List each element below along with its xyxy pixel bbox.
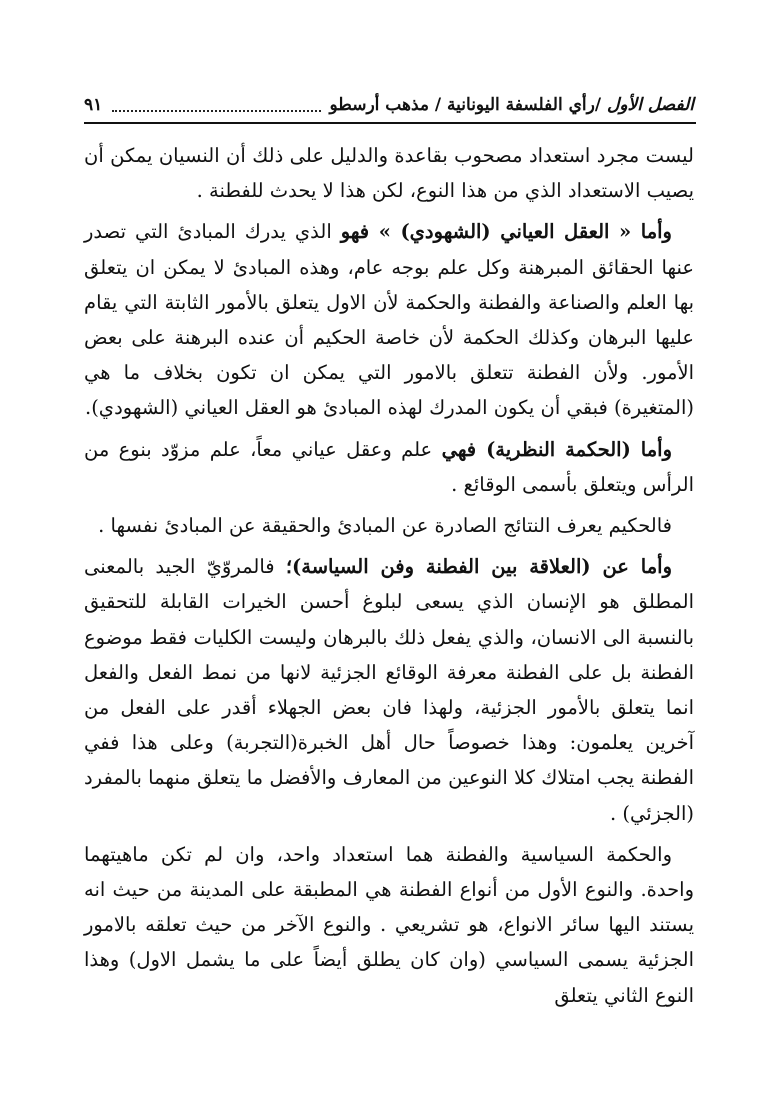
running-header xyxy=(84,90,694,120)
paragraph-5 xyxy=(84,549,694,831)
section-title: /رأي الفلسفة اليونانية / مذهب أرسطو xyxy=(329,95,602,115)
paragraph-lead: وأما عن (العلاقة بين الفطنة وفن السياسة)؛ xyxy=(285,555,672,579)
paragraph-6 xyxy=(84,837,694,1013)
paragraph-text: علم وعقل عياني معاً، علم مزوّد بنوع من الرأس ويتعلق بأسمى الوقائع . xyxy=(84,437,694,496)
paragraph-text: ليست مجرد استعداد مصحوب بقاعدة والدليل على ذلك أن النسيان يمكن أن يصيب الاستعداد الذي من هذا النوع، لكن هذا لا يحدث للفطنة . xyxy=(84,144,694,203)
chapter-title: الفصل الأول xyxy=(606,95,694,115)
paragraph-text: الذي يدرك المبادئ التي تصدر عنها الحقائق المبرهنة وكل علم بوجه عام، وهذه المبادئ لا يمكن ان يتعلق بها العلم والصناعة والفطنة والحكمة لأن الاول يتعلق بالأمور الثابتة التي يقام عليها البرهان وكذلك الحكمة لأن خاصة الحكيم أن عنده البرهنة على بعض الأمور. ولأن الفطنة تتعلق بالامور التي يمكن ان تكون بخلاف ما هي (المتغيرة) فبقي أن يكون المدرك لهذه المبادئ هو العقل العياني (الشهودي). xyxy=(84,220,694,420)
paragraph-text: والحكمة السياسية والفطنة هما استعداد واحد، وان لم تكن ماهيتهما واحدة. والنوع الأول من أنواع الفطنة هي المطبقة على المدينة من حيث انه يستند اليها سائر الانواع، هو تشريعي . والنوع الآخر من حيث تعلقه بالامور الجزئية يسمى السياسي (وان كان يطلق أيضاً على ما يشمل الاول) وهذا النوع الثاني يتعلق xyxy=(84,842,694,1007)
page-body xyxy=(84,138,694,1019)
paragraph-3 xyxy=(84,432,694,502)
header-leader-dots xyxy=(112,98,321,112)
paragraph-4 xyxy=(84,508,694,543)
paragraph-1 xyxy=(84,138,694,208)
paragraph-text: فالمروّيّ الجيد بالمعنى المطلق هو الإنسان الذي يسعى لبلوغ أحسن الخيرات القابلة للتحقيق بالنسبة الى الانسان، والذي يفعل ذلك بالبرهان وليست الكليات فقط موضوع الفطنة بل على الفطنة معرفة الوقائع الجزئية لانها من نمط الفعل والفعل انما يتعلق بالأمور الجزئية، ولهذا فان بعض الجهلاء أقدر على الفعل من آخرين يعلمون: وهذا خصوصاً حال أهل الخبرة(التجربة) وعلى هذا ففي الفطنة يجب امتلاك كلا النوعين من المعارف والأفضل ما يتعلق منهما بالمفرد (الجزئي) . xyxy=(84,555,694,825)
header-rule xyxy=(84,122,696,124)
header-title xyxy=(329,95,694,115)
page-number: ٩١ xyxy=(84,95,103,115)
paragraph-lead: وأما (الحكمة النظرية) فهي xyxy=(441,437,672,461)
paragraph-text: فالحكيم يعرف النتائج الصادرة عن المبادئ والحقيقة عن المبادئ نفسها . xyxy=(98,514,672,538)
paragraph-lead: وأما « العقل العياني (الشهودي) » فهو xyxy=(340,220,672,244)
paragraph-2 xyxy=(84,214,694,425)
